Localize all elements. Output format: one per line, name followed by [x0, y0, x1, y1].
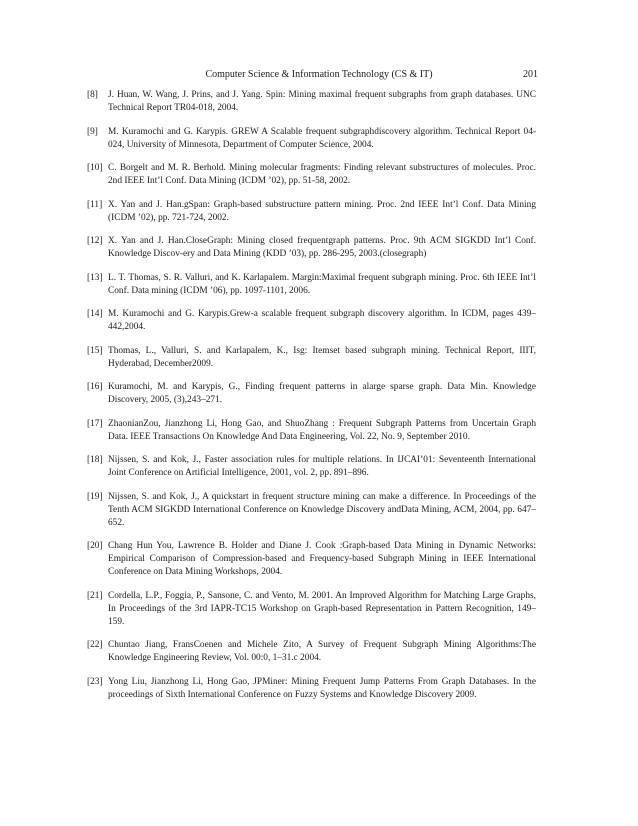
reference-number: [16] — [87, 382, 103, 392]
reference-item — [87, 162, 536, 188]
reference-item — [87, 491, 536, 530]
reference-number: [11] — [87, 199, 103, 210]
reference-item — [87, 235, 536, 261]
reference-number: [10] — [87, 163, 103, 173]
reference-item — [87, 199, 536, 225]
reference-number: [9] — [87, 126, 98, 137]
reference-text: Yong Liu, Jianzhong Li, Hong Gao, JPMiner: Mining Frequent Jump Patterns From Graph Databases. In the proceedings of Sixth International Conference on Fuzzy Systems and Knowledge Discovery 2009. — [108, 676, 536, 700]
reference-text: M. Kuramochi and G. Karypis. GREW A Scalable frequent subgraphdiscovery algorithm. Technical Report 04-024, University of Minnesota, Department of Computer Science, 2004. — [108, 126, 536, 150]
reference-item — [87, 418, 536, 444]
reference-text: J. Huan, W. Wang, J. Prins, and J. Yang. Spin: Mining maximal frequent subgraphs from graph databases. UNC Technical Report TR04-018, 2004. — [108, 90, 536, 113]
reference-number: [21] — [87, 590, 103, 601]
reference-text: Nijssen, S. and Kok, J., Faster association rules for multiple relations. In IJCAI’01: Seventeenth International Joint Conference on Artificial Intelligence, 2001, vol. 2, pp. 891–896. — [108, 455, 536, 478]
reference-item — [87, 454, 536, 480]
reference-item — [87, 590, 536, 629]
reference-item — [87, 540, 536, 579]
reference-text: X. Yan and J. Han.gSpan: Graph-based substructure pattern mining. Proc. 2nd IEEE Int’l Conf. Data Mining (ICDM ’02), pp. 721-724, 2002. — [108, 199, 536, 223]
reference-text: Nijssen, S. and Kok, J., A quickstart in frequent structure mining can make a difference. In Proceedings of the Tenth ACM SIGKDD International Conference on Knowledge Discovery andData Mining, ACM, 2004, pp. 647–652. — [108, 491, 536, 528]
reference-number: [8] — [87, 90, 98, 100]
reference-item — [87, 345, 536, 371]
reference-text: Cordella, L.P., Foggia, P., Sansone, C. and Vento, M. 2001. An Improved Algorithm for Matching Large Graphs, In Proceedings of the 3rd IAPR-TC15 Workshop on Graph-based Representation in Pattern Recognition, 149–159. — [108, 590, 536, 627]
reference-text: X. Yan and J. Han.CloseGraph: Mining closed frequentgraph patterns. Proc. 9th ACM SIGKDD Int’l Conf. Knowledge Discov-ery and Data Mining (KDD ’03), pp. 286-295, 2003.(closegraph) — [108, 236, 536, 259]
reference-number: [12] — [87, 236, 103, 246]
reference-number: [15] — [87, 345, 103, 356]
reference-text: Chuntao Jiang, FransCoenen and Michele Zito, A Survey of Frequent Subgraph Mining Algorithms:The Knowledge Engineering Review, Vol. 00:0, 1–31.c 2004. — [108, 640, 536, 663]
reference-text: Kuramochi, M. and Karypis, G., Finding frequent patterns in alarge sparse graph. Data Min. Knowledge Discovery, 2005, (3),243–271. — [108, 382, 536, 405]
reference-text: Thomas, L., Valluri, S. and Karlapalem, K., Isg: Itemset based subgraph mining. Technical Report, IIIT, Hyderabad, December2009. — [108, 345, 536, 369]
reference-item — [87, 381, 536, 407]
reference-text: C. Borgelt and M. R. Berhold. Mining molecular fragments: Finding relevant substructures of molecules. Proc. 2nd IEEE Int’l Conf. Data Mining (ICDM ’02), pp. 51-58, 2002. — [108, 163, 536, 186]
reference-number: [13] — [87, 272, 103, 283]
reference-text: ZhaonianZou, Jianzhong Li, Hong Gao, and ShuoZhang : Frequent Subgraph Patterns from Uncertain Graph Data. IEEE Transactions On Knowledge And Data Engineering, Vol. 22, No. 9, September 2010. — [108, 418, 536, 442]
reference-item — [87, 126, 536, 152]
journal-title: Computer Science & Information Technology (CS & IT) — [205, 69, 433, 80]
reference-number: [22] — [87, 640, 103, 650]
reference-number: [14] — [87, 309, 103, 319]
reference-text: L. T. Thomas, S. R. Valluri, and K. Karlapalem. Margin:Maximal frequent subgraph mining. Proc. 6th IEEE Int’l Conf. Data mining (ICDM ’06), pp. 1097-1101, 2006. — [108, 272, 536, 296]
reference-item — [87, 308, 536, 334]
reference-text: M. Kuramochi and G. Karypis.Grew-a scalable frequent subgraph discovery algorithm. In ICDM, pages 439–442,2004. — [108, 309, 536, 332]
reference-number: [23] — [87, 676, 103, 687]
reference-item — [87, 676, 536, 702]
running-header — [0, 68, 638, 82]
reference-list — [87, 89, 536, 712]
reference-number: [17] — [87, 418, 103, 429]
reference-item — [87, 272, 536, 298]
reference-item — [87, 89, 536, 115]
page-number: 201 — [523, 69, 538, 80]
reference-number: [18] — [87, 455, 103, 465]
reference-item — [87, 639, 536, 665]
reference-number: [20] — [87, 541, 103, 551]
reference-number: [19] — [87, 491, 103, 502]
reference-text: Chang Hun You, Lawrence B. Holder and Diane J. Cook :Graph-based Data Mining in Dynamic Networks: Empirical Comparison of Compression-based and Frequency-based Subgraph Mining in IEEE International Conference on Data Mining Workshops, 2004. — [108, 541, 536, 577]
